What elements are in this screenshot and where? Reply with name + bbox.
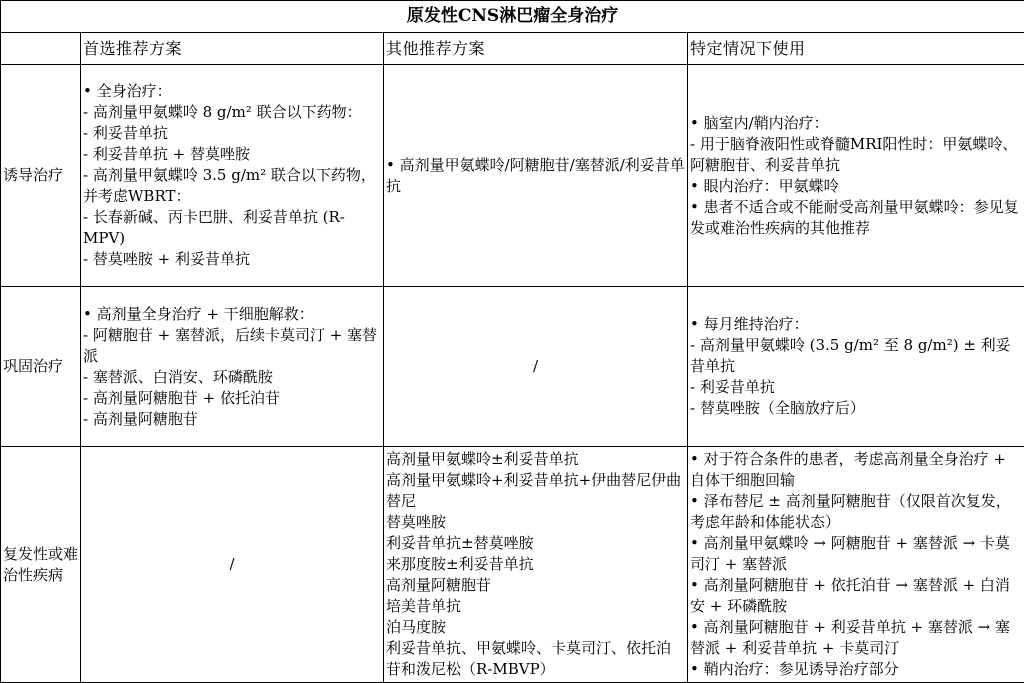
list-item: 利妥昔单抗±替莫唑胺 [386,533,685,554]
table-row-induction [1,65,1024,287]
list-item: - 高剂量阿糖胞苷 + 依托泊苷 [83,388,381,409]
list-item: • 泽布替尼 ± 高剂量阿糖胞苷（仅限首次复发，考虑年龄和体能状态） [690,491,1022,533]
list-item: 高剂量阿糖胞苷 [386,575,685,596]
list-item: - 替莫唑胺 + 利妥昔单抗 [83,249,381,270]
header-empty [1,33,81,65]
list-item: 培美昔单抗 [386,596,685,617]
list-item: 高剂量甲氨蝶呤±利妥昔单抗 [386,449,685,470]
list-item: - 用于脑脊液阳性或脊髓MRI阳性时：甲氨蝶呤、阿糖胞苷、利妥昔单抗 [690,134,1022,176]
list-item: • 眼内治疗：甲氨蝶呤 [690,176,1022,197]
list-item: 高剂量甲氨蝶呤+利妥昔单抗+伊曲替尼伊曲替尼 [386,470,685,512]
list-item: - 利妥昔单抗 [690,377,1022,398]
cell-induction-preferred [81,65,384,287]
list-item: - 高剂量甲氨蝶呤 8 g/m² 联合以下药物： [83,102,381,123]
row-label-consolidation: 巩固治疗 [1,287,81,447]
header-other: 其他推荐方案 [384,33,688,65]
list-item: - 塞替派、白消安、环磷酰胺 [83,367,381,388]
table-row-consolidation [1,287,1024,447]
list-item: - 阿糖胞苷 + 塞替派，后续卡莫司汀 + 塞替派 [83,325,381,367]
list-item: 来那度胺±利妥昔单抗 [386,554,685,575]
cell-induction-other [384,65,688,287]
list-item: • 高剂量甲氨蝶呤/阿糖胞苷/塞替派/利妥昔单抗 [386,155,685,197]
row-label-induction: 诱导治疗 [1,65,81,287]
cell-induction-specific [688,65,1024,287]
list-item: 泊马度胺 [386,617,685,638]
list-item: • 高剂量全身治疗 + 干细胞解救： [83,304,381,325]
list-item: - 利妥昔单抗 + 替莫唑胺 [83,144,381,165]
cell-relapsed-preferred: / [81,447,384,683]
cell-relapsed-specific [688,447,1024,683]
cell-consolidation-other: / [384,287,688,447]
header-preferred: 首选推荐方案 [81,33,384,65]
cell-consolidation-specific [688,287,1024,447]
list-item: • 全身治疗： [83,81,381,102]
cell-consolidation-preferred [81,287,384,447]
list-item: • 每月维持治疗： [690,314,1022,335]
table-title: 原发性CNS淋巴瘤全身治疗 [1,1,1024,33]
row-label-relapsed: 复发性或难治性疾病 [1,447,81,683]
list-item: • 鞘内治疗：参见诱导治疗部分 [690,659,1022,680]
list-item: - 高剂量阿糖胞苷 [83,409,381,430]
list-item: - 高剂量甲氨蝶呤 (3.5 g/m² 至 8 g/m²) ± 利妥昔单抗 [690,335,1022,377]
list-item: - 替莫唑胺（全脑放疗后） [690,398,1022,419]
list-item: • 对于符合条件的患者，考虑高剂量全身治疗 + 自体干细胞回输 [690,449,1022,491]
list-item: • 患者不适合或不能耐受高剂量甲氨蝶呤：参见复发或难治性疾病的其他推荐 [690,197,1022,239]
list-item: - 利妥昔单抗 [83,123,381,144]
list-item: • 高剂量阿糖胞苷 + 利妥昔单抗 + 塞替派 → 塞替派 + 利妥昔单抗 + 卡莫司汀 [690,617,1022,659]
list-item: - 长春新碱、丙卡巴肼、利妥昔单抗 (R-MPV) [83,207,381,249]
header-specific: 特定情况下使用 [688,33,1024,65]
list-item: • 高剂量阿糖胞苷 + 依托泊苷 → 塞替派 + 白消安 + 环磷酰胺 [690,575,1022,617]
list-item: - 高剂量甲氨蝶呤 3.5 g/m² 联合以下药物，并考虑WBRT： [83,165,381,207]
list-item: 利妥昔单抗、甲氨蝶呤、卡莫司汀、依托泊苷和泼尼松（R-MBVP） [386,638,685,680]
list-item: 替莫唑胺 [386,512,685,533]
list-item: • 脑室内/鞘内治疗： [690,113,1022,134]
table-row-relapsed [1,447,1024,683]
list-item: • 高剂量甲氨蝶呤 → 阿糖胞苷 + 塞替派 → 卡莫司汀 + 塞替派 [690,533,1022,575]
header-row [1,33,1024,65]
cell-relapsed-other [384,447,688,683]
title-row [1,1,1024,33]
